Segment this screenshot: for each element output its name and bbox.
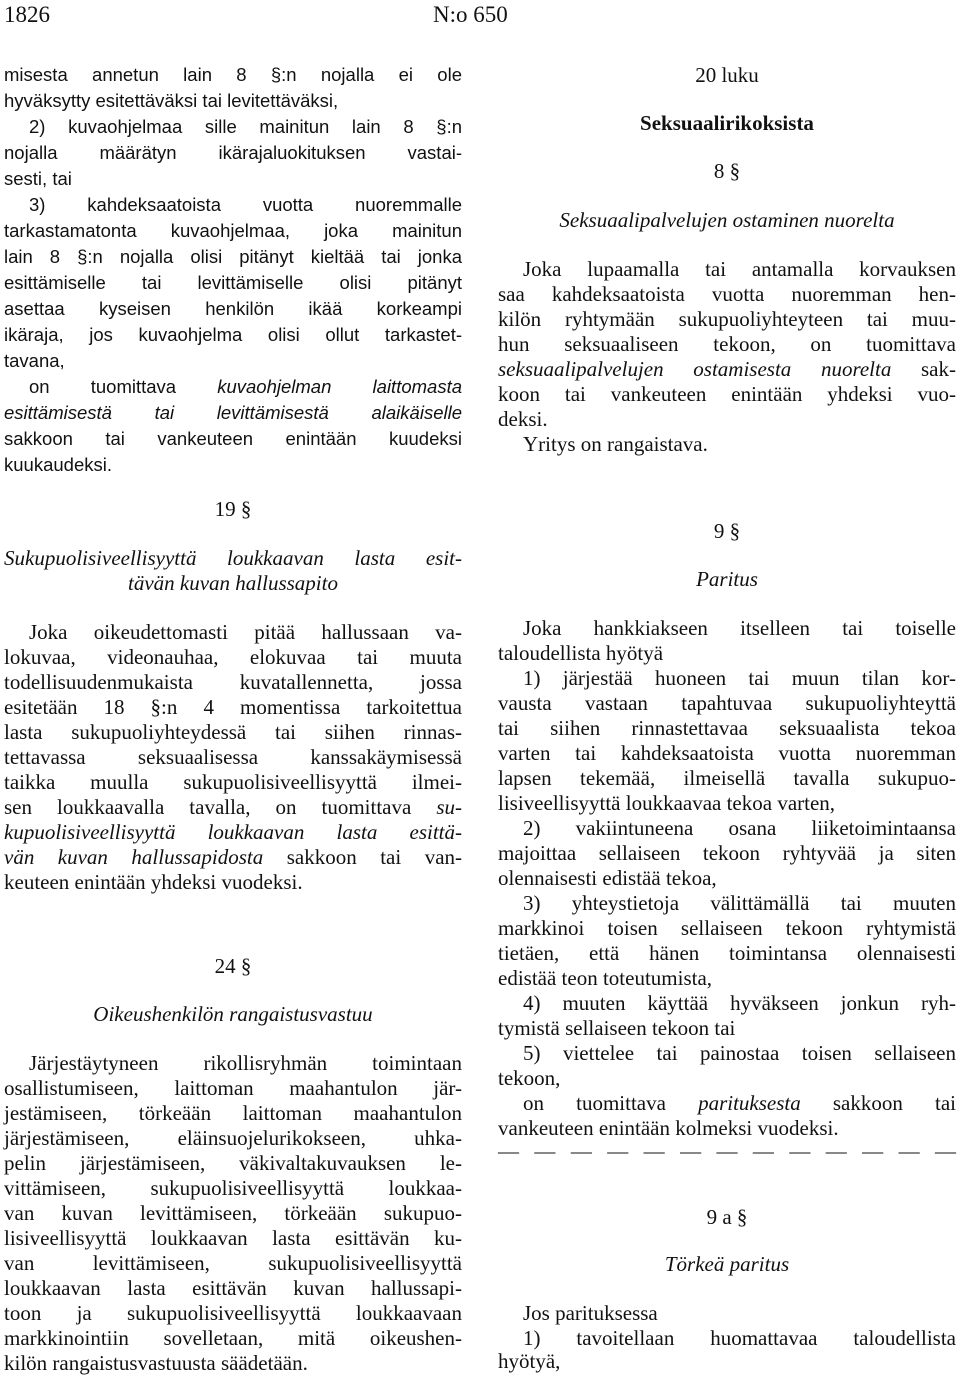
text-line: tekoon, — [498, 1066, 561, 1090]
text-line: kuukaudeksi. — [4, 454, 112, 475]
text-line: lapsen tekemää, ilmeisellä tavalla sukupuo- — [498, 766, 956, 790]
text-line: taikka muulla sukupuolisiveellisyyttä ilmei- — [4, 770, 462, 794]
text-line: markkinointiin sovelletaan, mitä oikeushen- — [4, 1326, 462, 1350]
text-line: 3) yhteystietoja välittämällä tai muuten — [523, 891, 956, 915]
text-line: markkinoi toisen sellaiseen tekoon ryhtymistä — [498, 916, 956, 940]
text-line: keuteen enintään yhdeksi vuodeksi. — [4, 870, 303, 894]
issue-number: N:o 650 — [433, 2, 508, 27]
text-line — [4, 374, 462, 400]
section-number: 9 a § — [706, 1205, 748, 1229]
text-line: Joka oikeudettomasti pitää hallussaan va- — [29, 620, 462, 644]
text-line: loukkaavan lasta esittävän kuvan hallussapi- — [4, 1276, 462, 1300]
text-line: lokuvaa, videonauhaa, elokuvaa tai muuta — [4, 645, 462, 669]
section-title-line: Sukupuolisiveellisyyttä loukkaavan lasta esit- — [4, 546, 462, 570]
text-line: van kuvan levittämiseen, törkeään sukupuo- — [4, 1201, 462, 1225]
text-line: toon ja sukupuolisiveellisyyttä loukkaavaan — [4, 1301, 462, 1325]
section-title: Paritus — [696, 567, 758, 591]
text-line: vittämiseen, sukupuolisiveellisyyttä loukkaa- — [4, 1176, 462, 1200]
text-line: sesti, tai — [4, 168, 72, 189]
page-number: 1826 — [4, 2, 50, 27]
text-line: tietäen, että hänen toimintansa olennaisesti — [498, 941, 956, 965]
text-line: Jos parituksessa — [523, 1301, 658, 1325]
text-line: deksi. — [498, 407, 548, 431]
text-line: 2) vakiintuneena osana liiketoimintaansa — [523, 816, 956, 840]
text-line: saa kahdeksaatoista vuotta nuoremman hen- — [498, 282, 956, 306]
section-title: Seksuaalipalvelujen ostaminen nuorelta — [559, 208, 895, 232]
page-header — [0, 0, 960, 30]
text-line: nojalla määrätyn ikärajaluokituksen vastai- — [4, 142, 462, 163]
omission-separator: — — — — — — — — — — — — — — [498, 1139, 956, 1163]
text-run: sen loukkaavalla tavalla, on tuomittava — [4, 795, 437, 819]
text-line: esitetään 18 §:n 4 momentissa tarkoitettua — [4, 695, 462, 719]
text-line: pelin järjestämiseen, väkivaltakuvauksen le- — [4, 1151, 462, 1175]
text-line: lisiveellisyyttä loukkaavan lasta esittävän ku- — [4, 1226, 462, 1250]
text-line: majoittaa sellaiseen tekoon ryhtyvää ja siten — [498, 841, 956, 865]
text-line: koon tai vankeuteen enintään yhdeksi vuo- — [498, 382, 956, 406]
offence-name: seksuaalipalvelujen ostamisesta nuorelta — [498, 357, 892, 381]
text-line: tymistä sellaiseen tekoon tai — [498, 1016, 736, 1040]
text-run: on tuomittava — [523, 1091, 699, 1115]
text-line: Joka hankkiakseen itselleen tai toiselle — [523, 616, 956, 640]
section-title: Oikeushenkilön rangaistusvastuu — [93, 1002, 373, 1026]
section-number: 8 § — [713, 159, 741, 183]
text-line: edistää teon toteutumista, — [498, 966, 713, 990]
section-title: Törkeä paritus — [664, 1252, 790, 1276]
text-line: 3) kahdeksaatoista vuotta nuoremmalle — [29, 194, 462, 215]
offence-name: vän kuvan hallussapidosta — [4, 845, 264, 869]
text-line: asettaa kyseisen henkilön ikää korkeampi — [4, 298, 462, 319]
text-run: sakkoon tai van- — [263, 845, 463, 869]
text-line: varten tai kahdeksaatoista vuotta nuoremman — [498, 741, 956, 765]
text-line: lasta sukupuoliyhteydessä tai siihen rinnas- — [4, 720, 462, 744]
text-line: 2) kuvaohjelmaa sille mainitun lain 8 §:n — [29, 116, 462, 137]
text-line: Yritys on rangaistava. — [523, 432, 708, 456]
text-line: jestämiseen, törkeään laittoman maahantulon — [4, 1101, 462, 1125]
text-line: vankeuteen enintään kolmeksi vuodeksi. — [498, 1116, 839, 1140]
text-line: lain 8 §:n nojalla olisi pitänyt kieltää tai jonka — [4, 246, 462, 267]
text-line: tettavassa seksuaalisessa kanssakäymisessä — [4, 745, 462, 769]
chapter-number: 20 luku — [695, 63, 759, 87]
text-line: van levittämiseen, sukupuolisiveellisyyttä — [4, 1251, 462, 1275]
text-line: 1) järjestää huoneen tai muun tilan kor- — [523, 666, 956, 690]
text-line: kilön rangaistusvastuusta säädetään. — [4, 1351, 308, 1375]
text-line: tavana, — [4, 350, 65, 371]
text-line — [4, 794, 462, 820]
text-line: sakkoon tai vankeuteen enintään kuudeksi — [4, 428, 462, 449]
text-line: tai siihen rinnastettavaa seksuaalista tekoa — [498, 716, 956, 740]
offence-name: su- — [436, 795, 462, 819]
text-line: osallistumiseen, laittoman maahantulon jär- — [4, 1076, 462, 1100]
text-run: on tuomittava — [29, 376, 218, 397]
offence-name-line: esittämisestä tai levittämisestä alaikäiselle — [4, 402, 462, 423]
offence-name-line: kupuolisiveellisyyttä loukkaavan lasta esittä- — [4, 820, 462, 844]
text-line: Joka lupaamalla tai antamalla korvauksen — [523, 257, 956, 281]
text-line: taloudellista hyötyä — [498, 641, 664, 665]
text-line: 1) tavoitellaan huomattavaa taloudellista — [523, 1326, 956, 1350]
section-number: 24 § — [214, 954, 252, 978]
text-line: 4) muuten käyttää hyväkseen jonkun ryh- — [523, 991, 956, 1015]
text-line: Järjestäytyneen rikollisryhmän toimintaan — [29, 1051, 462, 1075]
text-run: sakkoon tai — [800, 1091, 956, 1115]
text-line: tarkastamatonta kuvaohjelmaa, joka mainitun — [4, 220, 462, 241]
text-line: hyväksytty esitettäväksi tai levitettäväksi, — [4, 90, 339, 111]
text-line: vausta vastaan tapahtuvaa sukupuoliyhteyttä — [498, 691, 956, 715]
text-line: olennaisesti edistää tekoa, — [498, 866, 717, 890]
text-line: kilön ryhtymään sukupuoliyhteyteen tai muu- — [498, 307, 956, 331]
text-line: lisiveellisyyttä loukkaavaa tekoa varten, — [498, 791, 836, 815]
section-title-line: tävän kuvan hallussapito — [128, 571, 338, 595]
text-line — [498, 356, 956, 382]
text-line: järjestämiseen, eläinsuojelurikokseen, uhka- — [4, 1126, 462, 1150]
chapter-title: Seksuaalirikoksista — [640, 111, 814, 135]
offence-name: kuvaohjelman laittomasta — [217, 376, 462, 397]
text-line — [498, 1090, 956, 1116]
section-number: 19 § — [214, 497, 252, 521]
text-line: 5) viettelee tai painostaa toisen sellaiseen — [523, 1041, 956, 1065]
text-line: todellisuudenmukaista kuvatallennetta, jossa — [4, 670, 462, 694]
section-number: 9 § — [713, 519, 741, 543]
text-run: sak- — [891, 357, 956, 381]
offence-name: parituksesta — [698, 1091, 801, 1115]
text-line: hyötyä, — [498, 1349, 561, 1373]
text-line: ikäraja, jos kuvaohjelma olisi ollut tarkastet- — [4, 324, 462, 345]
text-line: hun seksuaaliseen tekoon, on tuomittava — [498, 332, 956, 356]
text-line — [4, 844, 462, 870]
text-line: misesta annetun lain 8 §:n nojalla ei ole — [4, 64, 462, 85]
text-line: esittämiselle tai levittämiselle olisi pitänyt — [4, 272, 462, 293]
